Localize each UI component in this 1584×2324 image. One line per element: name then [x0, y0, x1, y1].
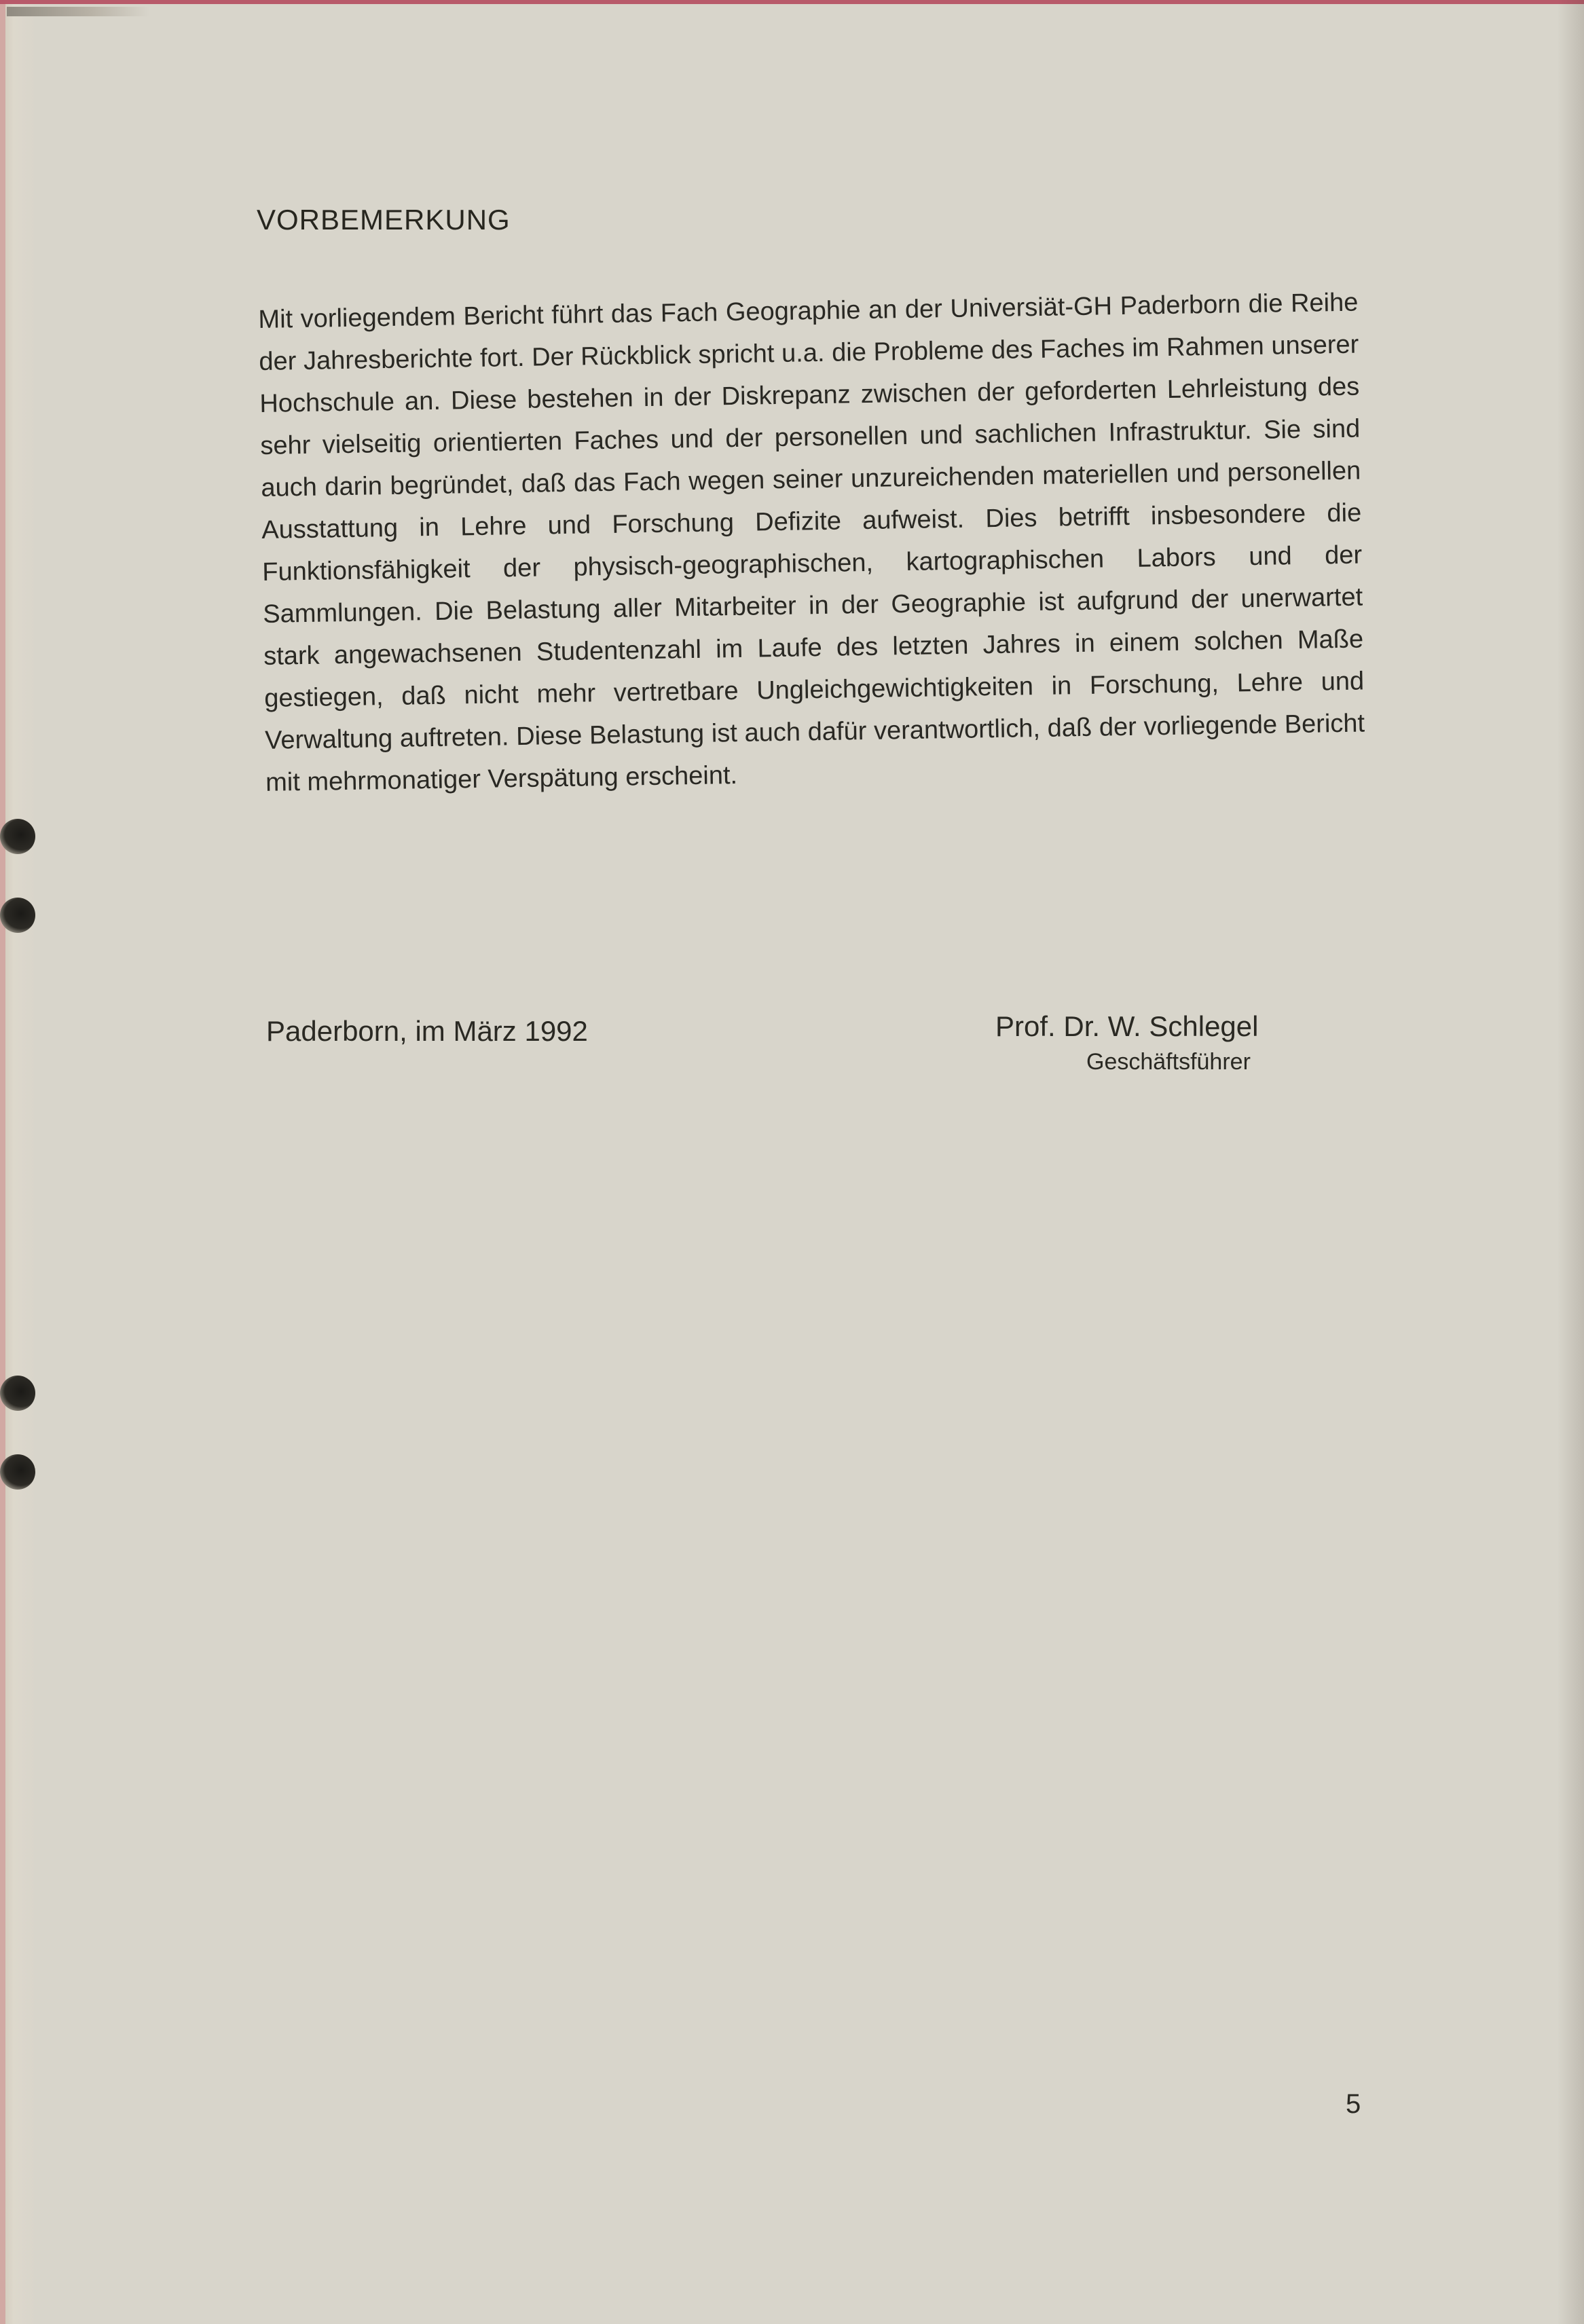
punch-hole-icon — [0, 1376, 35, 1411]
paper-scrap — [7, 7, 149, 16]
signature-title: Geschäftsführer — [1086, 1049, 1251, 1075]
punch-hole-icon — [0, 819, 35, 854]
punch-hole-icon — [0, 898, 35, 933]
section-heading: VORBEMERKUNG — [257, 204, 511, 236]
punch-hole-icon — [0, 1454, 35, 1490]
body-paragraph: Mit vorliegendem Bericht führt das Fach Geographie an der Universiät-GH Paderborn die Reihe der Jahresberichte fort. Der Rückblick spricht u.a. die Probleme des Faches im Rahmen unserer Hochschule an. Diese bestehen in der Diskrepanz zwischen der geforderten Lehrleistung des sehr vielseitig orientierten Faches und der personellen und sachlichen Infrastruktur. Sie sind auch darin begründet, daß das Fach wegen seiner unzureichenden materiellen und personellen Ausstattung in Lehre und Forschung Defizite aufweist. Dies betrifft insbesondere die Funktionsfähigkeit der physisch-geographischen, kartographischen Labors und der Sammlungen. Die Belastung aller Mitarbeiter in der Geographie ist aufgrund der unerwartet stark angewachsenen Studentenzahl im Laufe des letzten Jahres in einem solchen Maße gestiegen, daß nicht mehr vertretbare Ungleichgewichtigkeiten in Forschung, Lehre und Verwaltung auftreten. Diese Belastung ist auch dafür verantwortlich, daß der vorliegende Bericht mit mehrmonatiger Verspätung erscheint. — [258, 288, 1365, 797]
place-and-date: Paderborn, im März 1992 — [266, 1015, 588, 1047]
signature-name: Prof. Dr. W. Schlegel — [995, 1010, 1259, 1042]
page-number: 5 — [1346, 2089, 1361, 2119]
page-shadow — [1557, 0, 1584, 2324]
binder-strip — [0, 0, 5, 2324]
paper-top-edge — [0, 0, 1584, 4]
